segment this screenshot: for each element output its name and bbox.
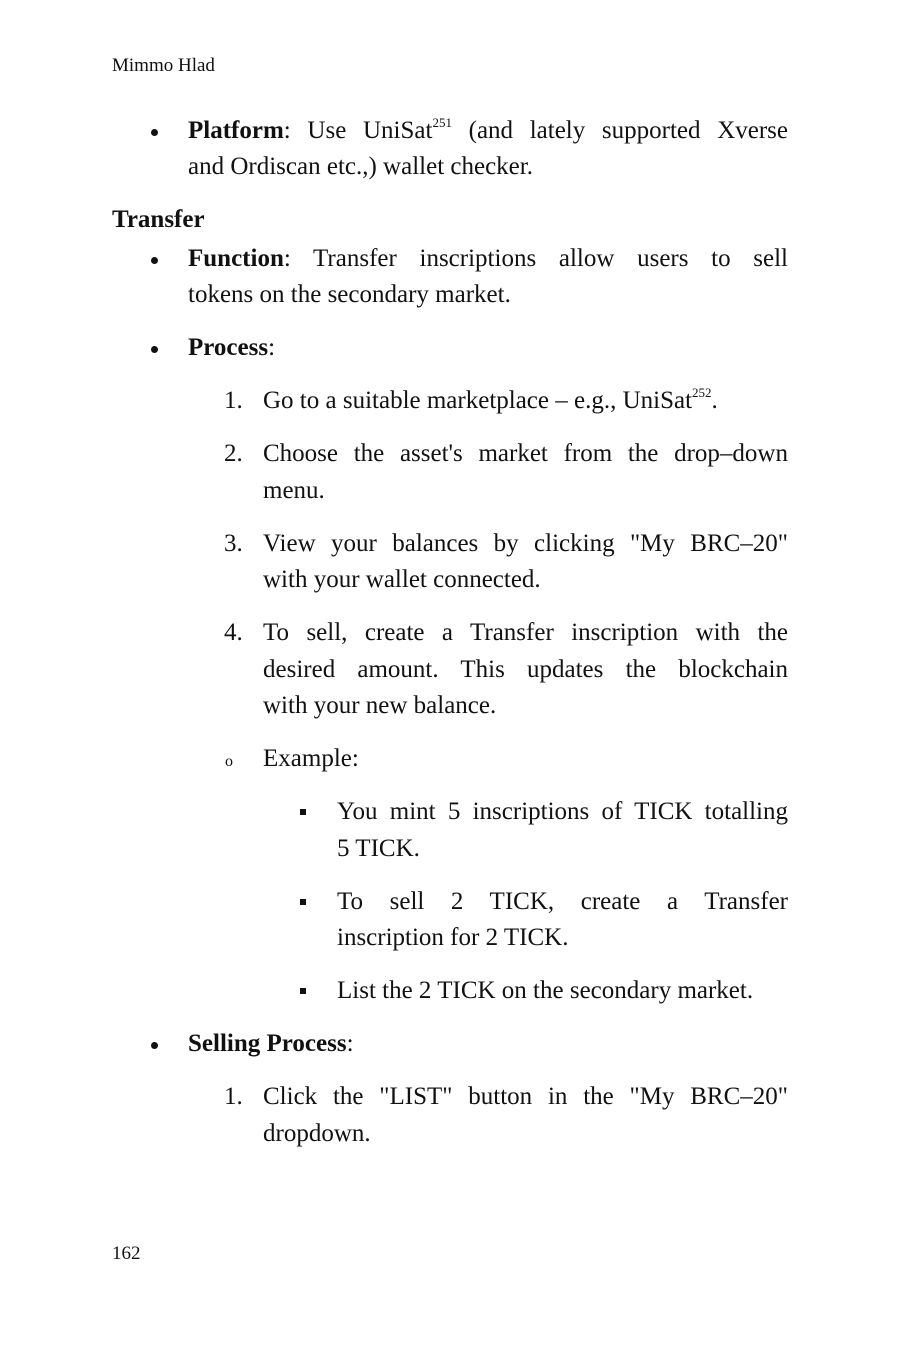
section-heading: Transfer: [112, 206, 205, 233]
footnote-ref-251: 251: [432, 114, 452, 130]
step-1-text: [263, 383, 718, 419]
platform-line-1: [188, 113, 788, 149]
step-1-text-a: Go to a suitable marketplace – e.g., UniSat: [263, 387, 693, 414]
running-head: Mimmo Hlad: [112, 55, 215, 76]
example-item-1-line-1: You mint 5 inscriptions of TICK totalling: [337, 798, 788, 825]
square-bullet: [300, 809, 306, 815]
step-number: 1.: [224, 387, 243, 414]
selling-colon: :: [346, 1030, 354, 1057]
page-number: 162: [112, 1243, 141, 1264]
example-item-1-line-2: 5 TICK.: [337, 835, 420, 862]
process-colon: :: [268, 334, 276, 361]
step-number: 1.: [224, 1083, 243, 1110]
step-2-line-1: Choose the asset's market from the drop–down: [263, 440, 788, 467]
step-number: 4.: [224, 619, 243, 646]
example-item-2-line-2: inscription for 2 TICK.: [337, 924, 569, 951]
platform-line-2: and Ordiscan etc.,) wallet checker.: [188, 153, 533, 180]
step-2-line-2: menu.: [263, 477, 325, 504]
square-bullet: [300, 988, 306, 994]
selling-heading: [188, 1026, 354, 1062]
selling-step-1-line-1: Click the "LIST" button in the "My BRC–20": [263, 1083, 788, 1110]
square-bullet: [300, 899, 306, 905]
selling-step-1-line-2: dropdown.: [263, 1120, 371, 1147]
step-4-line-3: with your new balance.: [263, 692, 497, 719]
platform-text-b: (and lately supported Xverse: [451, 117, 788, 144]
step-1-text-b: .: [711, 387, 718, 414]
example-item-3-line-1: List the 2 TICK on the secondary market.: [337, 977, 754, 1004]
step-3-line-1: View your balances by clicking "My BRC–20": [263, 530, 788, 557]
example-item-2-line-1: To sell 2 TICK, create a Transfer: [337, 888, 788, 915]
step-3-line-2: with your wallet connected.: [263, 566, 541, 593]
function-line-1: [188, 241, 788, 277]
circle-bullet: o: [225, 753, 233, 770]
bullet-dot: [151, 1042, 158, 1049]
platform-text-a: : Use UniSat: [283, 117, 433, 144]
function-term: Function: [188, 245, 284, 272]
selling-term: Selling Process: [188, 1030, 347, 1057]
step-number: 2.: [224, 440, 243, 467]
process-heading: [188, 330, 275, 366]
step-number: 3.: [224, 530, 243, 557]
bullet-dot: [151, 257, 158, 264]
example-label: Example:: [263, 745, 359, 772]
function-line-2: tokens on the secondary market.: [188, 281, 511, 308]
function-text-a: : Transfer inscriptions allow users to sell: [283, 245, 788, 272]
step-4-line-2: desired amount. This updates the blockchain: [263, 656, 788, 683]
bullet-dot: [151, 129, 158, 136]
footnote-ref-252: 252: [692, 384, 712, 400]
step-4-line-1: To sell, create a Transfer inscription with the: [263, 619, 788, 646]
bullet-dot: [151, 346, 158, 353]
process-term: Process: [188, 334, 269, 361]
platform-term: Platform: [188, 117, 284, 144]
